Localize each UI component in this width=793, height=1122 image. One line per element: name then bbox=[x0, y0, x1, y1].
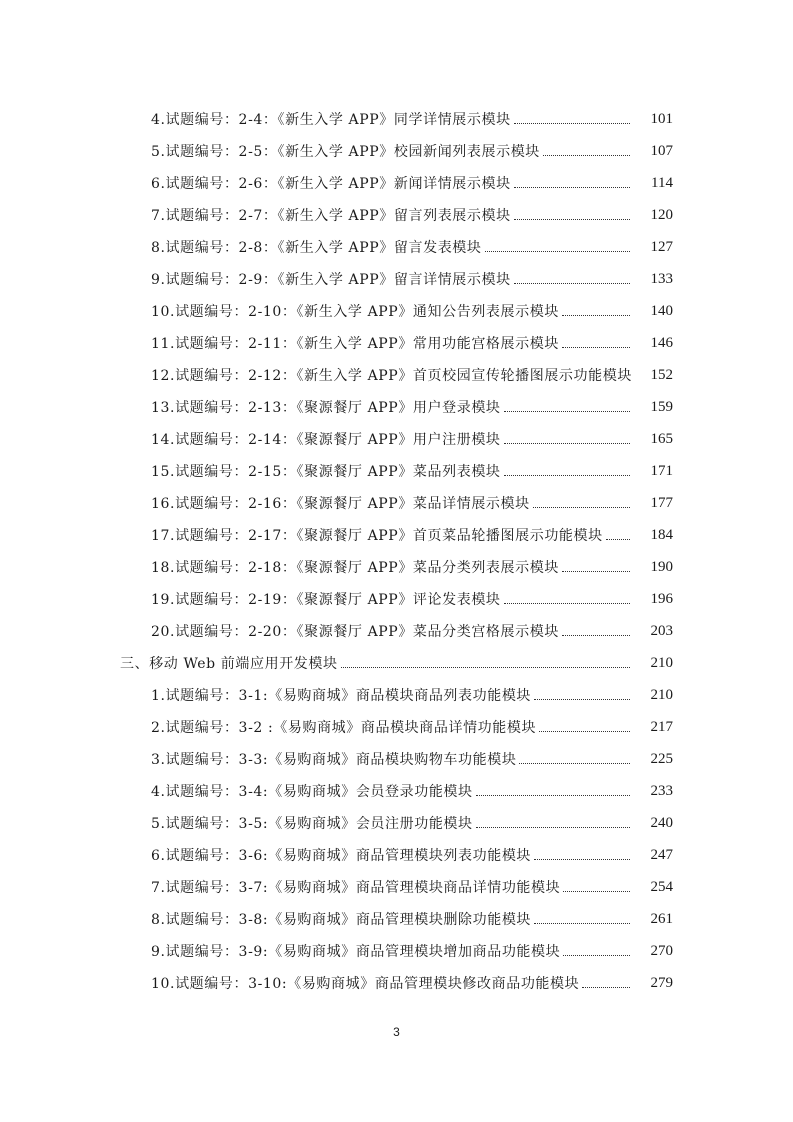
toc-dot-leader bbox=[504, 461, 630, 476]
toc-entry-title: 19.试题编号：2-19：《聚源餐厅 APP》评论发表模块 bbox=[151, 592, 501, 608]
toc-dot-leader bbox=[514, 109, 630, 124]
toc-entry-title: 7.试题编号：3-7:《易购商城》商品管理模块商品详情功能模块 bbox=[151, 880, 561, 896]
toc-entry[interactable] bbox=[0, 871, 793, 903]
toc-entry[interactable] bbox=[0, 967, 793, 999]
toc-dot-leader bbox=[582, 973, 630, 988]
toc-entry-title: 9.试题编号：2-9：《新生入学 APP》留言详情展示模块 bbox=[151, 272, 511, 288]
toc-page-number: 190 bbox=[650, 558, 673, 575]
toc-page-number: 203 bbox=[650, 622, 673, 639]
toc-entry[interactable] bbox=[0, 103, 793, 135]
toc-dot-leader bbox=[341, 653, 630, 668]
toc-entry-title: 17.试题编号：2-17：《聚源餐厅 APP》首页菜品轮播图展示功能模块 bbox=[151, 528, 603, 544]
toc-entry-title: 6.试题编号：2-6：《新生入学 APP》新闻详情展示模块 bbox=[151, 176, 511, 192]
toc-dot-leader bbox=[476, 781, 630, 796]
toc-dot-leader bbox=[632, 365, 633, 379]
toc-dot-leader bbox=[514, 173, 630, 188]
toc-page-number: 217 bbox=[650, 718, 673, 735]
toc-entry[interactable] bbox=[0, 199, 793, 231]
toc-page-number: 261 bbox=[650, 910, 673, 927]
toc-page-number: 240 bbox=[650, 814, 673, 831]
toc-dot-leader bbox=[562, 301, 630, 316]
toc-dot-leader bbox=[543, 141, 630, 156]
toc-dot-leader bbox=[534, 845, 630, 860]
toc-entry[interactable] bbox=[0, 423, 793, 455]
toc-page-number: 127 bbox=[650, 238, 673, 255]
toc-dot-leader bbox=[606, 525, 630, 540]
toc-entry[interactable] bbox=[0, 935, 793, 967]
toc-entry-title: 5.试题编号：2-5：《新生入学 APP》校园新闻列表展示模块 bbox=[151, 144, 540, 160]
toc-entry-title: 6.试题编号：3-6:《易购商城》商品管理模块列表功能模块 bbox=[151, 848, 532, 864]
toc-entry-title: 三、移动 Web 前端应用开发模块 bbox=[120, 656, 338, 672]
toc-dot-leader bbox=[504, 589, 630, 604]
toc-entry-title: 11.试题编号：2-11：《新生入学 APP》常用功能宫格展示模块 bbox=[151, 336, 559, 352]
toc-dot-leader bbox=[562, 333, 630, 348]
toc-entry-title: 18.试题编号：2-18：《聚源餐厅 APP》菜品分类列表展示模块 bbox=[151, 560, 559, 576]
toc-page-number: 177 bbox=[650, 494, 673, 511]
toc-entry-title: 20.试题编号：2-20：《聚源餐厅 APP》菜品分类宫格展示模块 bbox=[151, 624, 559, 640]
toc-dot-leader bbox=[539, 717, 630, 732]
toc-entry[interactable] bbox=[0, 711, 793, 743]
toc-entry[interactable] bbox=[0, 615, 793, 647]
toc-entry-title: 10.试题编号：3-10:《易购商城》商品管理模块修改商品功能模块 bbox=[151, 976, 580, 992]
toc-entry[interactable] bbox=[0, 839, 793, 871]
toc-entry-title: 4.试题编号：3-4:《易购商城》会员登录功能模块 bbox=[151, 784, 473, 800]
toc-entry[interactable] bbox=[0, 583, 793, 615]
toc-dot-leader bbox=[504, 397, 630, 412]
toc-entry-title: 7.试题编号：2-7：《新生入学 APP》留言列表展示模块 bbox=[151, 208, 511, 224]
toc-entry-title: 8.试题编号：3-8:《易购商城》商品管理模块删除功能模块 bbox=[151, 912, 532, 928]
toc-dot-leader bbox=[476, 813, 630, 828]
toc-dot-leader bbox=[514, 205, 630, 220]
toc-entry[interactable] bbox=[0, 519, 793, 551]
toc-entry-title: 16.试题编号：2-16：《聚源餐厅 APP》菜品详情展示模块 bbox=[151, 496, 530, 512]
toc-section-entry[interactable] bbox=[0, 647, 793, 679]
toc-entry[interactable] bbox=[0, 551, 793, 583]
toc-entry-title: 3.试题编号：3-3:《易购商城》商品模块购物车功能模块 bbox=[151, 752, 517, 768]
toc-entry-title: 10.试题编号：2-10：《新生入学 APP》通知公告列表展示模块 bbox=[151, 304, 559, 320]
toc-page-number: 247 bbox=[650, 846, 673, 863]
toc-page-number: 171 bbox=[650, 462, 673, 479]
toc-entry[interactable] bbox=[0, 903, 793, 935]
toc-dot-leader bbox=[533, 493, 630, 508]
toc-entry-title: 15.试题编号：2-15：《聚源餐厅 APP》菜品列表模块 bbox=[151, 464, 501, 480]
toc-entry[interactable] bbox=[0, 807, 793, 839]
toc-page-number: 210 bbox=[650, 654, 673, 671]
toc-entry[interactable] bbox=[0, 391, 793, 423]
toc-entry[interactable] bbox=[0, 359, 793, 391]
toc-entry-title: 9.试题编号：3-9:《易购商城》商品管理模块增加商品功能模块 bbox=[151, 944, 561, 960]
toc-page-number: 146 bbox=[650, 334, 673, 351]
toc-page-number: 254 bbox=[650, 878, 673, 895]
toc-entry-title: 14.试题编号：2-14：《聚源餐厅 APP》用户注册模块 bbox=[151, 432, 501, 448]
toc-entry-title: 4.试题编号：2-4：《新生入学 APP》同学详情展示模块 bbox=[151, 112, 511, 128]
toc-entry[interactable] bbox=[0, 295, 793, 327]
toc-dot-leader bbox=[514, 269, 630, 284]
toc-page-number: 133 bbox=[650, 270, 673, 287]
toc-entry[interactable] bbox=[0, 135, 793, 167]
toc-page-number: 152 bbox=[650, 366, 673, 383]
page-number: 3 bbox=[393, 1025, 400, 1039]
toc-dot-leader bbox=[563, 941, 630, 956]
toc-page-number: 140 bbox=[650, 302, 673, 319]
toc-page-number: 270 bbox=[650, 942, 673, 959]
toc-page-number: 120 bbox=[650, 206, 673, 223]
toc-entry-title: 1.试题编号：3-1:《易购商城》商品模块商品列表功能模块 bbox=[151, 688, 532, 704]
toc-entry[interactable] bbox=[0, 775, 793, 807]
toc-page-number: 279 bbox=[650, 974, 673, 991]
toc-dot-leader bbox=[534, 685, 630, 700]
toc-dot-leader bbox=[562, 557, 630, 572]
toc-page-number: 165 bbox=[650, 430, 673, 447]
toc-page-number: 101 bbox=[650, 110, 673, 127]
toc-page-number: 233 bbox=[650, 782, 673, 799]
toc-dot-leader bbox=[504, 429, 630, 444]
toc-entry-title: 5.试题编号：3-5:《易购商城》会员注册功能模块 bbox=[151, 816, 473, 832]
toc-page-number: 225 bbox=[650, 750, 673, 767]
toc-entry[interactable] bbox=[0, 263, 793, 295]
toc-entry[interactable] bbox=[0, 487, 793, 519]
toc-page-number: 184 bbox=[650, 526, 673, 543]
toc-entry[interactable] bbox=[0, 679, 793, 711]
toc-dot-leader bbox=[485, 237, 630, 252]
toc-entry-title: 2.试题编号：3-2 :《易购商城》商品模块商品详情功能模块 bbox=[151, 720, 537, 736]
toc-page-number: 107 bbox=[650, 142, 673, 159]
toc-entry-title: 12.试题编号：2-12：《新生入学 APP》首页校园宣传轮播图展示功能模块 bbox=[151, 368, 632, 384]
toc-dot-leader bbox=[534, 909, 630, 924]
toc-entry[interactable] bbox=[0, 743, 793, 775]
toc-dot-leader bbox=[563, 877, 630, 892]
toc-entry[interactable] bbox=[0, 231, 793, 263]
toc-dot-leader bbox=[562, 621, 630, 636]
toc-entry-title: 8.试题编号：2-8：《新生入学 APP》留言发表模块 bbox=[151, 240, 482, 256]
toc-entry[interactable] bbox=[0, 167, 793, 199]
toc-page-number: 196 bbox=[650, 590, 673, 607]
toc-dot-leader bbox=[519, 749, 630, 764]
toc-entry[interactable] bbox=[0, 455, 793, 487]
toc-page-number: 159 bbox=[650, 398, 673, 415]
toc-entry-title: 13.试题编号：2-13：《聚源餐厅 APP》用户登录模块 bbox=[151, 400, 501, 416]
table-of-contents bbox=[0, 103, 793, 999]
toc-page-number: 114 bbox=[651, 174, 673, 191]
toc-entry[interactable] bbox=[0, 327, 793, 359]
toc-page-number: 210 bbox=[650, 686, 673, 703]
